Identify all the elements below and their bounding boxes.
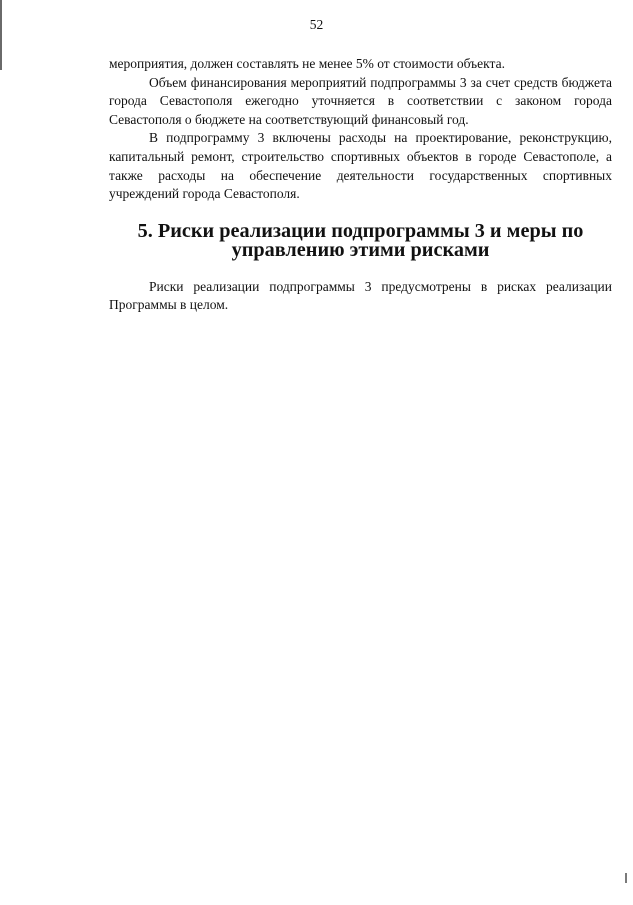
- paragraph-financing: Объем финансирования мероприятий подпрограммы 3 за счет средств бюджета города Севастополя ежегодно уточняется в соответствии с законом города Севастополя о бюджете на соответствующий финансовый год.: [109, 74, 612, 127]
- page-number: 52: [309, 17, 324, 32]
- scan-corner-mark: [625, 873, 627, 883]
- paragraph-expenses: В подпрограмму 3 включены расходы на проектирование, реконструкцию, капитальный ремонт, строительство спортивных объектов в городе Севастополе, а также расходы на обеспечение деятельности государственных спортивных учреждений города Севастополя.: [109, 130, 612, 202]
- paragraph-continuation: мероприятия, должен составлять не менее 5% от стоимости объекта.: [109, 56, 505, 71]
- section-body: Риски реализации подпрограммы 3 предусмотрены в рисках реализации Программы в целом.: [109, 278, 612, 313]
- section-heading: 5. Риски реализации подпрограммы 3 и меры по управлению этими рисками: [137, 219, 584, 261]
- scan-edge-mark: [0, 0, 2, 70]
- page-content: [109, 55, 612, 315]
